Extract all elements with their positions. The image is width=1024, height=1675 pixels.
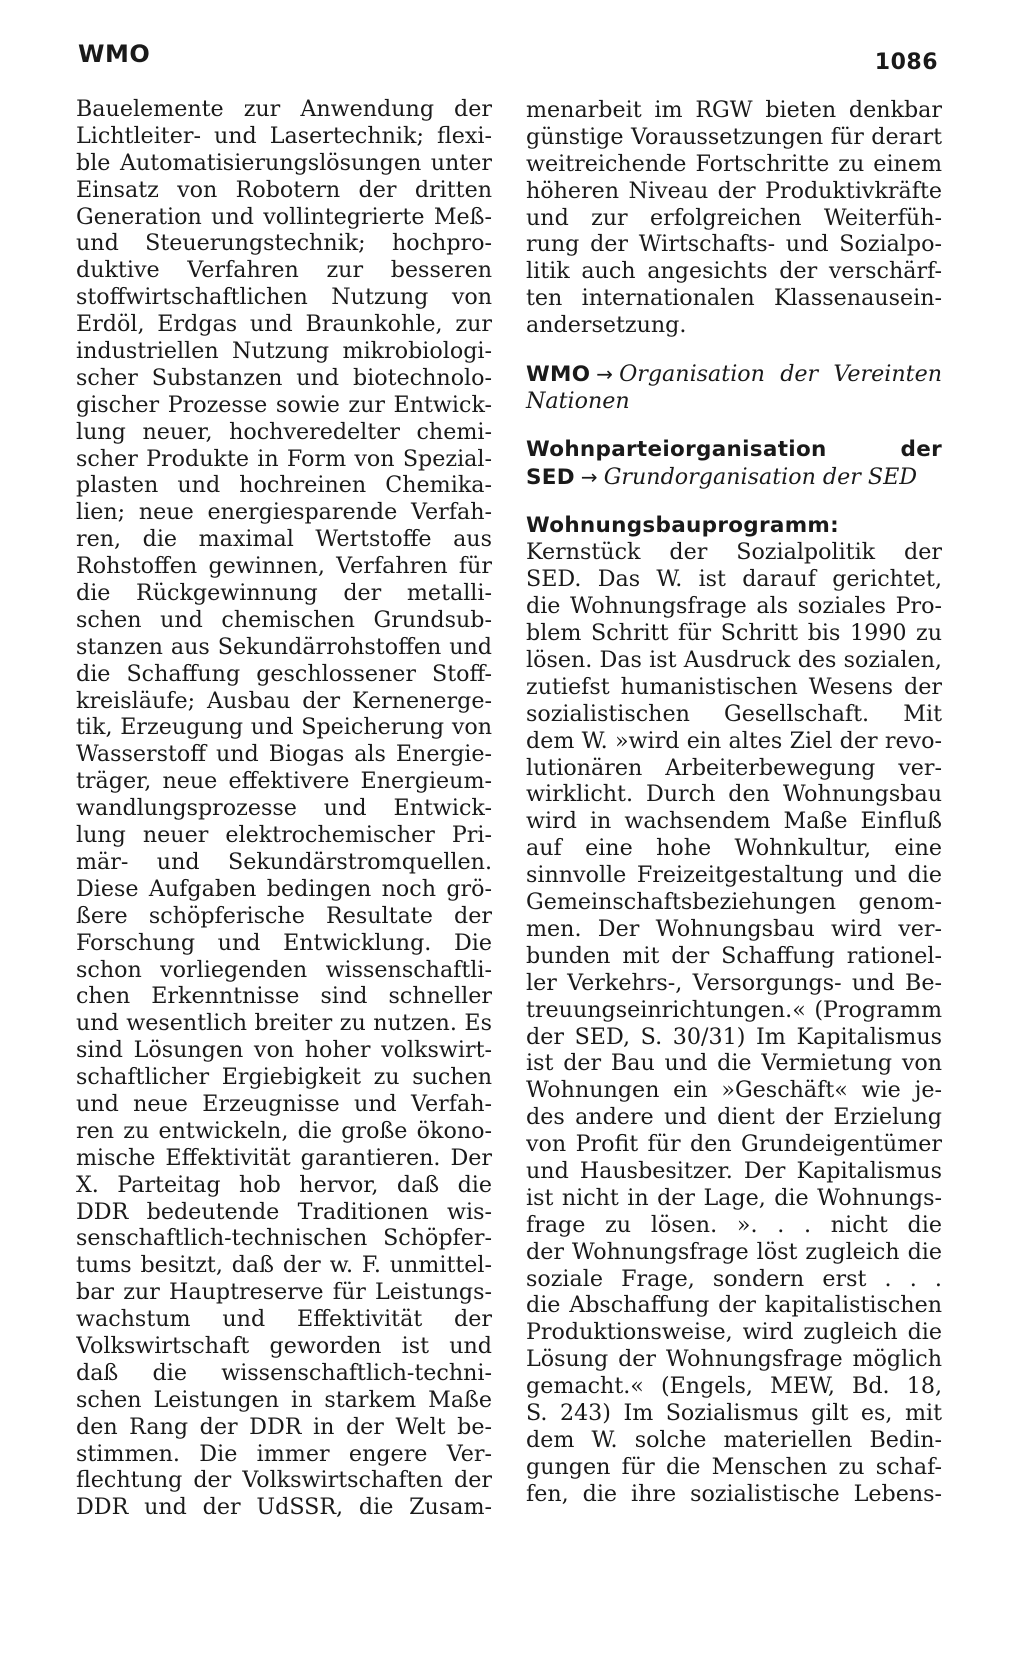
- text-line: Forschung und Entwicklung. Die: [76, 929, 492, 956]
- text-line: tums besitzt, daß der w. F. unmittel-: [76, 1252, 492, 1279]
- text-line: Kernstück der Sozialpolitik der: [526, 539, 942, 566]
- text-line: ten internationalen Klassenausein-: [526, 285, 942, 312]
- text-line: ble Automatisierungslösungen unter: [76, 149, 492, 176]
- text-line: mische Effektivität garantieren. Der: [76, 1144, 492, 1171]
- text-line: stoffwirtschaftlichen Nutzung von: [76, 284, 492, 311]
- text-line: senschaftlich-technischen Schöpfer-: [76, 1225, 492, 1252]
- text-line: lien; neue energiesparende Verfah-: [76, 499, 492, 526]
- text-line: sozialistischen Gesellschaft. Mit: [526, 700, 942, 727]
- text-line: dem W. »wird ein altes Ziel der revo-: [526, 727, 942, 754]
- text-line: ist der Bau und die Vermietung von: [526, 1050, 942, 1077]
- text-line: der SED, S. 30/31) Im Kapitalismus: [526, 1023, 942, 1050]
- entry-body: [526, 539, 942, 1507]
- text-line: andersetzung.: [526, 312, 687, 339]
- text-line: und Steuerungstechnik; hochpro-: [76, 230, 492, 257]
- entry-headword: Wohnparteiorganisation der: [526, 436, 942, 462]
- text-line: und wesentlich breiter zu nutzen. Es: [76, 1010, 492, 1037]
- cross-reference-text: Grundorganisation der SED: [603, 463, 918, 490]
- text-line: DDR bedeutende Traditionen wis-: [76, 1198, 492, 1225]
- text-line: gischer Prozesse sowie zur Entwick-: [76, 391, 492, 418]
- text-line: scher Produkte in Form von Spezial-: [76, 445, 492, 472]
- text-line: frage zu lösen. ». . . nicht die: [526, 1211, 942, 1238]
- text-line: den Rang der DDR in der Welt be-: [76, 1413, 492, 1440]
- text-line: und zur erfolgreichen Weiterfüh-: [526, 204, 942, 231]
- text-line: wirklicht. Durch den Wohnungsbau: [526, 781, 942, 808]
- entry-wohnparteiorganisation: [526, 437, 942, 491]
- text-line: Produktionsweise, wird zugleich die: [526, 1319, 942, 1346]
- text-line: günstige Voraussetzungen für derart: [526, 123, 942, 150]
- text-line: Wohnungen ein »Geschäft« wie je-: [526, 1077, 942, 1104]
- text-line: ren zu entwickeln, die große ökono-: [76, 1117, 492, 1144]
- text-line: der Wohnungsfrage löst zugleich die: [526, 1238, 942, 1265]
- text-line: blem Schritt für Schritt bis 1990 zu: [526, 620, 942, 647]
- text-line: soziale Frage, sondern erst . . .: [526, 1265, 942, 1292]
- text-line: ist nicht in der Lage, die Wohnungs-: [526, 1184, 942, 1211]
- text-line: wandlungsprozesse und Entwick-: [76, 795, 492, 822]
- text-line: Volkswirtschaft geworden ist und: [76, 1332, 492, 1359]
- text-line: schen und chemischen Grundsub-: [76, 606, 492, 633]
- text-line: des andere und dient der Erzielung: [526, 1104, 942, 1131]
- text-line: die Wohnungsfrage als soziales Pro-: [526, 593, 942, 620]
- text-line: mär- und Sekundärstromquellen.: [76, 848, 492, 875]
- text-line: Erdöl, Erdgas und Braunkohle, zur: [76, 311, 492, 338]
- text-line: höheren Niveau der Produktivkräfte: [526, 177, 942, 204]
- text-line: S. 243) Im Sozialismus gilt es, mit: [526, 1399, 942, 1426]
- text-line: die Rückgewinnung der metalli-: [76, 580, 492, 607]
- text-line: zutiefst humanistischen Wesens der: [526, 673, 942, 700]
- cross-reference-text: Nationen: [526, 387, 630, 414]
- text-line: sinnvolle Freizeitgestaltung und die: [526, 862, 942, 889]
- text-line: X. Parteitag hob hervor, daß die: [76, 1171, 492, 1198]
- text-line: tik, Erzeugung und Speicherung von: [76, 714, 492, 741]
- text-line: SED. Das W. ist darauf gerichtet,: [526, 566, 942, 593]
- text-line: DDR und der UdSSR, die Zusam-: [76, 1494, 492, 1521]
- text-line: weitreichende Fortschritte zu einem: [526, 150, 942, 177]
- text-line: chen Erkenntnisse sind schneller: [76, 983, 492, 1010]
- entry-wohnungsbauprogramm: [526, 513, 942, 1508]
- text-line: menarbeit im RGW bieten denkbar: [526, 97, 942, 123]
- text-line: Einsatz von Robotern der dritten: [76, 176, 492, 203]
- text-line: ren, die maximal Wertstoffe aus: [76, 526, 492, 553]
- text-line: schen Leistungen in starkem Maße: [76, 1386, 492, 1413]
- text-line: Gemeinschaftsbeziehungen genom-: [526, 889, 942, 916]
- text-line: plasten und hochreinen Chemika-: [76, 472, 492, 499]
- text-line: die Abschaffung der kapitalistischen: [526, 1292, 942, 1319]
- text-line: bunden mit der Schaffung rationel-: [526, 942, 942, 969]
- text-line: kreisläufe; Ausbau der Kernenerge-: [76, 687, 492, 714]
- cross-reference-arrow-icon: →: [580, 464, 598, 489]
- text-line: Bauelemente zur Anwendung der: [76, 96, 492, 122]
- text-line: gungen für die Menschen zu schaf-: [526, 1453, 942, 1480]
- text-line: lutionären Arbeiterbewegung ver-: [526, 754, 942, 781]
- text-line: auf eine hohe Wohnkultur, eine: [526, 835, 942, 862]
- cross-reference-text: Organisation der Vereinten: [619, 361, 942, 388]
- text-line: schon vorliegenden wissenschaftli-: [76, 956, 492, 983]
- page-number: 1086: [874, 50, 938, 75]
- text-line: sind Lösungen von hoher volkswirt-: [76, 1037, 492, 1064]
- text-line: litik auch angesichts der verschärf-: [526, 258, 942, 285]
- text-line: bar zur Hauptreserve für Leistungs-: [76, 1279, 492, 1306]
- text-line: industriellen Nutzung mikrobiologi-: [76, 338, 492, 365]
- text-line: dem W. solche materiellen Bedin-: [526, 1426, 942, 1453]
- text-line: lung neuer elektrochemischer Pri-: [76, 822, 492, 849]
- entry-wmo: [526, 361, 942, 415]
- text-line: wachstum und Effektivität der: [76, 1306, 492, 1333]
- left-column: [76, 96, 492, 1521]
- text-line: Lösung der Wohnungsfrage möglich: [526, 1346, 942, 1373]
- running-header: [0, 40, 1024, 80]
- text-line: Rohstoffen gewinnen, Verfahren für: [76, 553, 492, 580]
- text-line: ßere schöpferische Resultate der: [76, 902, 492, 929]
- text-line: fen, die ihre sozialistische Lebens-: [526, 1480, 942, 1507]
- text-line: und neue Erzeugnisse und Verfah-: [76, 1090, 492, 1117]
- text-line: stanzen aus Sekundärrohstoffen und: [76, 633, 492, 660]
- continuation-text: [526, 97, 942, 339]
- text-line: wird in wachsendem Maße Einfluß: [526, 808, 942, 835]
- text-line: träger, neue effektivere Energieum-: [76, 768, 492, 795]
- entry-headword: SED: [526, 464, 575, 490]
- text-line: daß die wissenschaftlich-techni-: [76, 1359, 492, 1386]
- text-line: Generation und vollintegrierte Meß-: [76, 203, 492, 230]
- text-line: flechtung der Volkswirtschaften der: [76, 1467, 492, 1494]
- text-line: rung der Wirtschafts- und Sozialpo-: [526, 231, 942, 258]
- text-line: lösen. Das ist Ausdruck des sozialen,: [526, 647, 942, 674]
- text-line: die Schaffung geschlossener Stoff-: [76, 660, 492, 687]
- text-line: treuungseinrichtungen.« (Programm: [526, 996, 942, 1023]
- entry-headword: Wohnungsbauprogramm:: [526, 512, 840, 538]
- text-line: stimmen. Die immer engere Ver-: [76, 1440, 492, 1467]
- text-line: gemacht.« (Engels, MEW, Bd. 18,: [526, 1373, 942, 1400]
- text-line: und Hausbesitzer. Der Kapitalismus: [526, 1157, 942, 1184]
- text-line: ler Verkehrs-, Versorgungs- und Be-: [526, 969, 942, 996]
- text-line: Lichtleiter- und Lasertechnik; flexi-: [76, 122, 492, 149]
- text-line: men. Der Wohnungsbau wird ver-: [526, 915, 942, 942]
- text-line: scher Substanzen und biotechnolo-: [76, 364, 492, 391]
- text-line: schaftlicher Ergiebigkeit zu suchen: [76, 1064, 492, 1091]
- right-column: [526, 97, 942, 1508]
- running-head-keyword: WMO: [78, 40, 151, 68]
- text-line: lung neuer, hochveredelter chemi-: [76, 418, 492, 445]
- text-line: duktive Verfahren zur besseren: [76, 257, 492, 284]
- text-line: Wasserstoff und Biogas als Energie-: [76, 741, 492, 768]
- text-line: von Profit für den Grundeigentümer: [526, 1131, 942, 1158]
- text-line: Diese Aufgaben bedingen noch grö-: [76, 875, 492, 902]
- entry-headword: WMO: [526, 362, 591, 388]
- cross-reference-arrow-icon: →: [596, 362, 614, 387]
